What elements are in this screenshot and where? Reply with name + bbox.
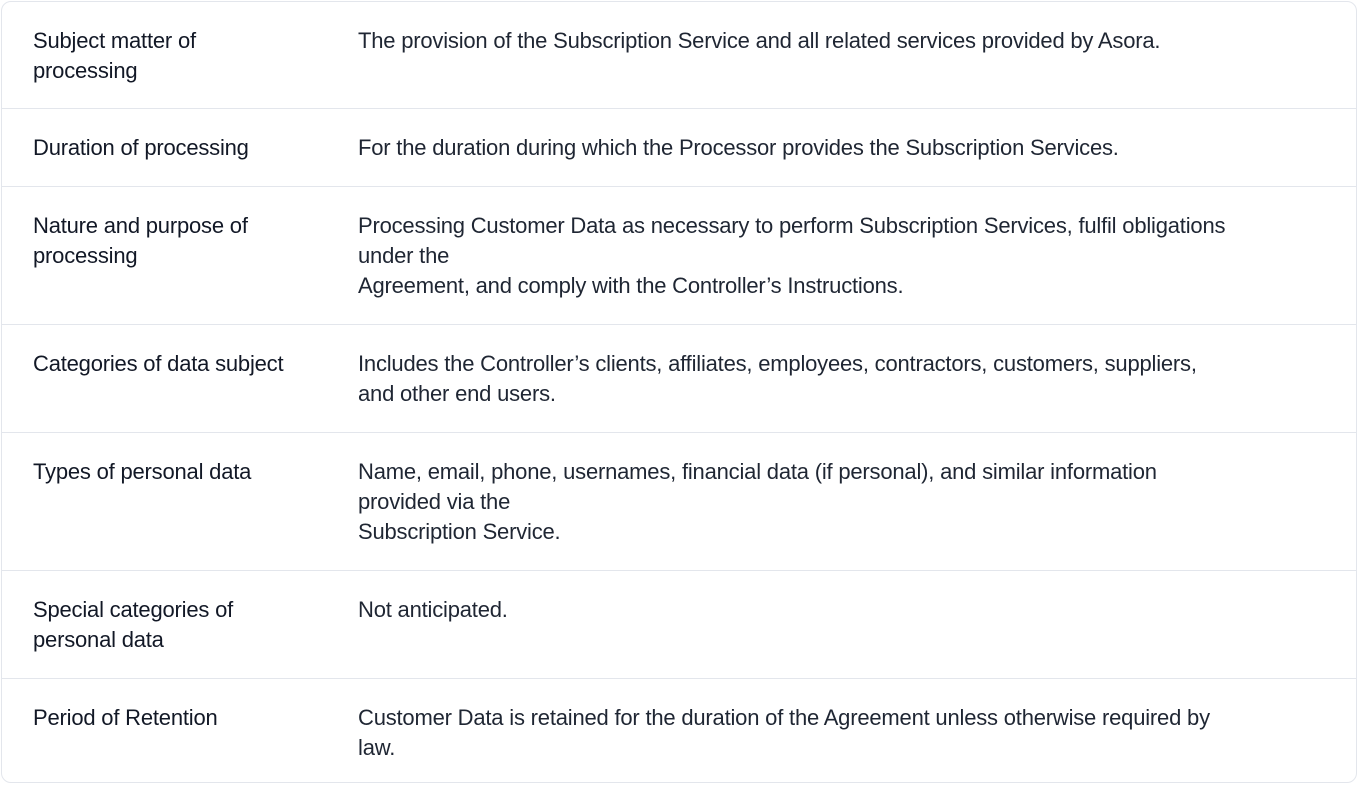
row-value: Processing Customer Data as necessary to perform Subscription Services, fulfil obligations under the Agreement, and comply with the Controller’s Instructions. <box>358 213 1226 298</box>
row-label: Period of Retention <box>33 705 218 730</box>
row-label: Types of personal data <box>33 459 252 484</box>
processing-details-table <box>1 1 1357 783</box>
row-label: Duration of processing <box>33 135 249 160</box>
table-row <box>2 108 1356 186</box>
table-row <box>2 186 1356 324</box>
row-value: Not anticipated. <box>358 597 508 622</box>
table-row <box>2 678 1356 783</box>
row-value: The provision of the Subscription Service and all related services provided by Asora. <box>358 28 1161 53</box>
table-row <box>2 2 1356 108</box>
row-label: Subject matter of processing <box>33 28 196 83</box>
row-value: Includes the Controller’s clients, affiliates, employees, contractors, customers, suppliers, and other end users. <box>358 351 1197 406</box>
table-row <box>2 570 1356 678</box>
row-label: Nature and purpose of processing <box>33 213 248 268</box>
row-value: For the duration during which the Processor provides the Subscription Services. <box>358 135 1119 160</box>
table-row <box>2 324 1356 432</box>
row-value: Customer Data is retained for the duration of the Agreement unless otherwise required by law. <box>358 705 1210 760</box>
row-label: Special categories of personal data <box>33 597 234 652</box>
row-value: Name, email, phone, usernames, financial data (if personal), and similar information provided via the Subscription Service. <box>358 459 1157 544</box>
row-label: Categories of data subject <box>33 351 284 376</box>
table-row <box>2 432 1356 570</box>
